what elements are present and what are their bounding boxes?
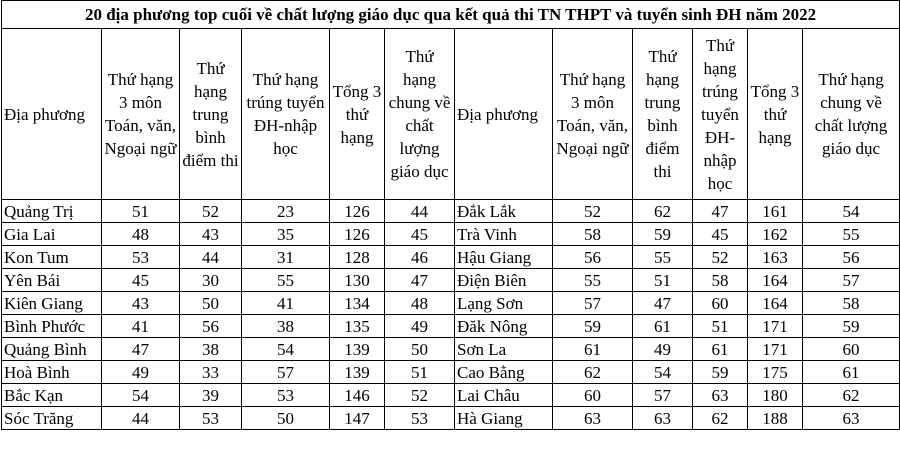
cell-rankadmit-left: 38 (242, 315, 330, 338)
table-row (2, 292, 900, 315)
table-row (2, 407, 900, 430)
header-total-left: Tổng 3 thứ hạng (330, 29, 385, 200)
cell-rank3-left: 48 (102, 223, 180, 246)
cell-rank3-right: 60 (553, 384, 633, 407)
cell-total-right: 180 (748, 384, 803, 407)
cell-rankavg-right: 57 (633, 384, 693, 407)
table-row (2, 315, 900, 338)
cell-total-left: 135 (330, 315, 385, 338)
cell-total-left: 126 (330, 223, 385, 246)
cell-rank3-left: 47 (102, 338, 180, 361)
cell-rankadmit-left: 55 (242, 269, 330, 292)
cell-overall-right: 59 (803, 315, 900, 338)
cell-rankadmit-right: 61 (693, 338, 748, 361)
cell-overall-left: 47 (385, 269, 455, 292)
cell-rankavg-left: 50 (180, 292, 242, 315)
cell-overall-left: 44 (385, 200, 455, 223)
header-total-right: Tổng 3 thứ hạng (748, 29, 803, 200)
cell-rank3-left: 43 (102, 292, 180, 315)
cell-rankavg-left: 39 (180, 384, 242, 407)
cell-place-right: Cao Bằng (455, 361, 553, 384)
cell-rankadmit-right: 63 (693, 384, 748, 407)
cell-rankadmit-right: 62 (693, 407, 748, 430)
cell-rankadmit-right: 47 (693, 200, 748, 223)
header-row (2, 29, 900, 200)
header-place-right: Địa phương (455, 29, 553, 200)
cell-place-right: Lạng Sơn (455, 292, 553, 315)
cell-overall-right: 57 (803, 269, 900, 292)
cell-rankavg-right: 49 (633, 338, 693, 361)
table-row (2, 361, 900, 384)
cell-total-left: 139 (330, 338, 385, 361)
cell-place-left: Gia Lai (2, 223, 102, 246)
cell-rank3-right: 63 (553, 407, 633, 430)
cell-rankavg-right: 55 (633, 246, 693, 269)
cell-rank3-left: 51 (102, 200, 180, 223)
cell-rankavg-left: 33 (180, 361, 242, 384)
cell-rankavg-left: 38 (180, 338, 242, 361)
cell-rankadmit-right: 58 (693, 269, 748, 292)
header-place-left: Địa phương (2, 29, 102, 200)
header-rankavg-left: Thứ hạng trung bình điểm thi (180, 29, 242, 200)
cell-rankavg-left: 56 (180, 315, 242, 338)
cell-total-left: 146 (330, 384, 385, 407)
table-body (2, 200, 900, 430)
cell-overall-right: 61 (803, 361, 900, 384)
cell-rank3-right: 61 (553, 338, 633, 361)
cell-total-right: 164 (748, 292, 803, 315)
table-row (2, 223, 900, 246)
cell-rank3-right: 55 (553, 269, 633, 292)
cell-place-left: Kon Tum (2, 246, 102, 269)
cell-rankavg-right: 47 (633, 292, 693, 315)
cell-rank3-right: 56 (553, 246, 633, 269)
cell-rankavg-right: 61 (633, 315, 693, 338)
cell-rankavg-left: 43 (180, 223, 242, 246)
cell-rankavg-right: 51 (633, 269, 693, 292)
cell-rank3-left: 49 (102, 361, 180, 384)
cell-rank3-right: 57 (553, 292, 633, 315)
cell-total-left: 126 (330, 200, 385, 223)
cell-rankadmit-left: 23 (242, 200, 330, 223)
cell-place-right: Điện Biên (455, 269, 553, 292)
cell-rank3-left: 44 (102, 407, 180, 430)
cell-total-right: 171 (748, 315, 803, 338)
table-row (2, 338, 900, 361)
cell-place-right: Lai Châu (455, 384, 553, 407)
cell-rank3-left: 41 (102, 315, 180, 338)
cell-overall-right: 56 (803, 246, 900, 269)
cell-place-left: Kiên Giang (2, 292, 102, 315)
cell-place-right: Hậu Giang (455, 246, 553, 269)
cell-rankadmit-left: 35 (242, 223, 330, 246)
cell-overall-left: 50 (385, 338, 455, 361)
cell-overall-right: 58 (803, 292, 900, 315)
table-row (2, 246, 900, 269)
ranking-table (1, 0, 900, 430)
cell-place-left: Hoà Bình (2, 361, 102, 384)
cell-rankadmit-left: 31 (242, 246, 330, 269)
cell-rankavg-right: 63 (633, 407, 693, 430)
cell-total-left: 134 (330, 292, 385, 315)
header-rank3-right: Thứ hạng 3 môn Toán, văn, Ngoại ngữ (553, 29, 633, 200)
cell-rankavg-left: 44 (180, 246, 242, 269)
cell-total-right: 188 (748, 407, 803, 430)
cell-rankadmit-left: 50 (242, 407, 330, 430)
cell-rankadmit-right: 51 (693, 315, 748, 338)
cell-place-left: Bình Phước (2, 315, 102, 338)
cell-rank3-right: 58 (553, 223, 633, 246)
cell-place-left: Bắc Kạn (2, 384, 102, 407)
cell-overall-left: 46 (385, 246, 455, 269)
table-row (2, 200, 900, 223)
cell-overall-right: 62 (803, 384, 900, 407)
cell-rank3-left: 45 (102, 269, 180, 292)
cell-rank3-left: 53 (102, 246, 180, 269)
cell-rank3-right: 59 (553, 315, 633, 338)
cell-place-left: Yên Bái (2, 269, 102, 292)
cell-place-left: Quảng Trị (2, 200, 102, 223)
header-rankadmit-left: Thứ hạng trúng tuyển ĐH-nhập học (242, 29, 330, 200)
cell-rank3-left: 54 (102, 384, 180, 407)
cell-rankadmit-right: 52 (693, 246, 748, 269)
cell-rankadmit-left: 57 (242, 361, 330, 384)
cell-rankadmit-left: 53 (242, 384, 330, 407)
cell-rankadmit-right: 45 (693, 223, 748, 246)
table-row (2, 269, 900, 292)
cell-rank3-right: 52 (553, 200, 633, 223)
header-overall-left: Thứ hạng chung về chất lượng giáo dục (385, 29, 455, 200)
cell-total-right: 175 (748, 361, 803, 384)
cell-total-left: 147 (330, 407, 385, 430)
cell-total-right: 162 (748, 223, 803, 246)
header-rankadmit-right: Thứ hạng trúng tuyển ĐH-nhập học (693, 29, 748, 200)
cell-overall-right: 54 (803, 200, 900, 223)
cell-total-left: 128 (330, 246, 385, 269)
cell-rank3-right: 62 (553, 361, 633, 384)
cell-rankavg-left: 52 (180, 200, 242, 223)
cell-place-right: Đắk Lắk (455, 200, 553, 223)
header-rank3-left: Thứ hạng 3 môn Toán, văn, Ngoại ngữ (102, 29, 180, 200)
cell-overall-left: 45 (385, 223, 455, 246)
header-rankavg-right: Thứ hạng trung bình điểm thi (633, 29, 693, 200)
cell-rankavg-right: 54 (633, 361, 693, 384)
cell-rankadmit-right: 60 (693, 292, 748, 315)
cell-total-right: 163 (748, 246, 803, 269)
cell-overall-left: 52 (385, 384, 455, 407)
cell-rankavg-right: 62 (633, 200, 693, 223)
cell-place-left: Sóc Trăng (2, 407, 102, 430)
cell-rankavg-right: 59 (633, 223, 693, 246)
cell-total-right: 161 (748, 200, 803, 223)
cell-overall-right: 63 (803, 407, 900, 430)
cell-place-right: Đăk Nông (455, 315, 553, 338)
table-title: 20 địa phương top cuối về chất lượng giáo dục qua kết quả thi TN THPT và tuyển sinh ĐH năm 2022 (2, 1, 900, 29)
header-overall-right: Thứ hạng chung về chất lượng giáo dục (803, 29, 900, 200)
cell-overall-left: 49 (385, 315, 455, 338)
cell-total-left: 139 (330, 361, 385, 384)
cell-overall-right: 55 (803, 223, 900, 246)
cell-place-right: Sơn La (455, 338, 553, 361)
cell-place-left: Quảng Bình (2, 338, 102, 361)
cell-overall-left: 53 (385, 407, 455, 430)
table-row (2, 384, 900, 407)
cell-rankadmit-left: 54 (242, 338, 330, 361)
cell-rankavg-left: 53 (180, 407, 242, 430)
cell-overall-left: 48 (385, 292, 455, 315)
cell-total-right: 171 (748, 338, 803, 361)
cell-total-right: 164 (748, 269, 803, 292)
cell-overall-right: 60 (803, 338, 900, 361)
cell-total-left: 130 (330, 269, 385, 292)
cell-place-right: Trà Vinh (455, 223, 553, 246)
cell-rankavg-left: 30 (180, 269, 242, 292)
cell-overall-left: 51 (385, 361, 455, 384)
cell-place-right: Hà Giang (455, 407, 553, 430)
ranking-table-container (1, 0, 899, 430)
cell-rankadmit-left: 41 (242, 292, 330, 315)
cell-rankadmit-right: 59 (693, 361, 748, 384)
